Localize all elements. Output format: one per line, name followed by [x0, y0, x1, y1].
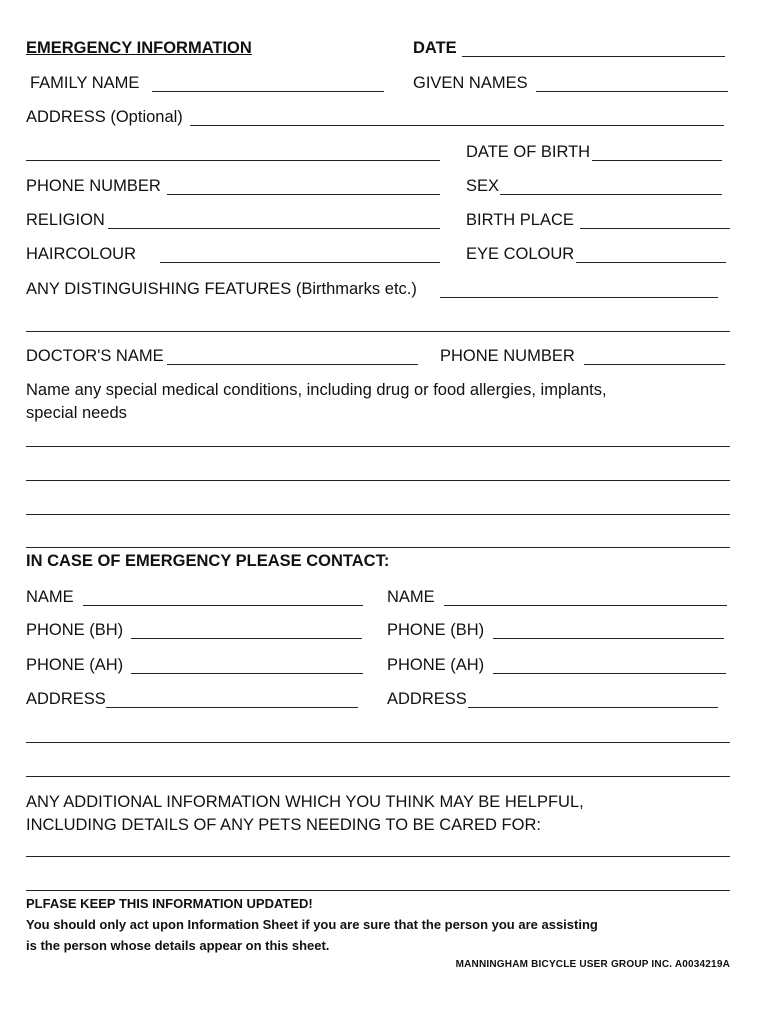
contact2-address-field[interactable]: [468, 707, 718, 708]
birth-place-field[interactable]: [580, 228, 730, 229]
doctors-name-label: DOCTOR'S NAME: [26, 347, 164, 365]
additional-info-label: ANY ADDITIONAL INFORMATION WHICH YOU THINK MAY BE HELPFUL,: [26, 793, 584, 811]
distinguishing-features-field[interactable]: [440, 297, 718, 298]
haircolour-field[interactable]: [160, 262, 440, 263]
contact2-phone-ah-field[interactable]: [493, 673, 726, 674]
date-of-birth-label: DATE OF BIRTH: [466, 143, 591, 161]
distinguishing-features-field-line-2[interactable]: [26, 331, 730, 332]
medical-field-line-2[interactable]: [26, 480, 730, 481]
organisation-footer: MANNINGHAM BICYCLE USER GROUP INC. A0034219A: [455, 959, 730, 970]
family-name-field[interactable]: [152, 91, 384, 92]
eye-colour-label: EYE COLOUR: [466, 245, 575, 263]
phone-number-label: PHONE NUMBER: [26, 177, 161, 195]
contact2-phone-bh-field[interactable]: [493, 638, 724, 639]
form-title: EMERGENCY INFORMATION: [26, 39, 252, 57]
instruction-line-2: is the person whose details appear on this sheet.: [26, 938, 330, 953]
additional-info-field-line-1[interactable]: [26, 856, 730, 857]
religion-field[interactable]: [108, 228, 440, 229]
contact2-name-field[interactable]: [444, 605, 727, 606]
instruction-line-1: You should only act upon Information Sheet if you are sure that the person you are assisting: [26, 917, 598, 932]
doctor-phone-label: PHONE NUMBER: [440, 347, 575, 365]
medical-field-line-4[interactable]: [26, 547, 730, 548]
contact1-name-label: NAME: [26, 588, 74, 606]
contact1-phone-bh-field[interactable]: [131, 638, 362, 639]
medical-field-line-1[interactable]: [26, 446, 730, 447]
religion-label: RELIGION: [26, 211, 105, 229]
address-field[interactable]: [190, 125, 724, 126]
doctor-phone-field[interactable]: [584, 364, 725, 365]
contact1-name-field[interactable]: [83, 605, 363, 606]
address-label: ADDRESS (Optional): [26, 108, 183, 126]
haircolour-label: HAIRCOLOUR: [26, 245, 137, 263]
phone-number-field[interactable]: [167, 194, 440, 195]
contact1-address-field[interactable]: [106, 707, 358, 708]
contact1-phone-bh-label: PHONE (BH): [26, 621, 124, 639]
address-field-line-2[interactable]: [26, 160, 440, 161]
given-names-field[interactable]: [536, 91, 728, 92]
date-field[interactable]: [462, 56, 725, 57]
contact1-phone-ah-label: PHONE (AH): [26, 656, 124, 674]
contact-address-field-line-2[interactable]: [26, 742, 730, 743]
family-name-label: FAMILY NAME: [30, 74, 140, 92]
birth-place-label: BIRTH PLACE: [466, 211, 574, 229]
special-needs-label: special needs: [26, 404, 127, 422]
distinguishing-features-label: ANY DISTINGUISHING FEATURES (Birthmarks etc.): [26, 280, 417, 298]
contact2-name-label: NAME: [387, 588, 435, 606]
contact1-address-label: ADDRESS: [26, 690, 106, 708]
contact-address-field-line-3[interactable]: [26, 776, 730, 777]
emergency-contact-heading: IN CASE OF EMERGENCY PLEASE CONTACT:: [26, 552, 390, 570]
contact2-phone-bh-label: PHONE (BH): [387, 621, 485, 639]
keep-updated-notice: PLFASE KEEP THIS INFORMATION UPDATED!: [26, 896, 313, 911]
eye-colour-field[interactable]: [576, 262, 726, 263]
contact1-phone-ah-field[interactable]: [131, 673, 363, 674]
doctors-name-field[interactable]: [167, 364, 418, 365]
contact2-phone-ah-label: PHONE (AH): [387, 656, 485, 674]
contact2-address-label: ADDRESS: [387, 690, 467, 708]
additional-info-field-line-2[interactable]: [26, 890, 730, 891]
date-label: DATE: [413, 39, 457, 57]
sex-field[interactable]: [500, 194, 722, 195]
given-names-label: GIVEN NAMES: [413, 74, 528, 92]
pets-info-label: INCLUDING DETAILS OF ANY PETS NEEDING TO BE CARED FOR:: [26, 816, 541, 834]
medical-conditions-label: Name any special medical conditions, including drug or food allergies, implants,: [26, 381, 607, 399]
sex-label: SEX: [466, 177, 500, 195]
date-of-birth-field[interactable]: [592, 160, 722, 161]
medical-field-line-3[interactable]: [26, 514, 730, 515]
